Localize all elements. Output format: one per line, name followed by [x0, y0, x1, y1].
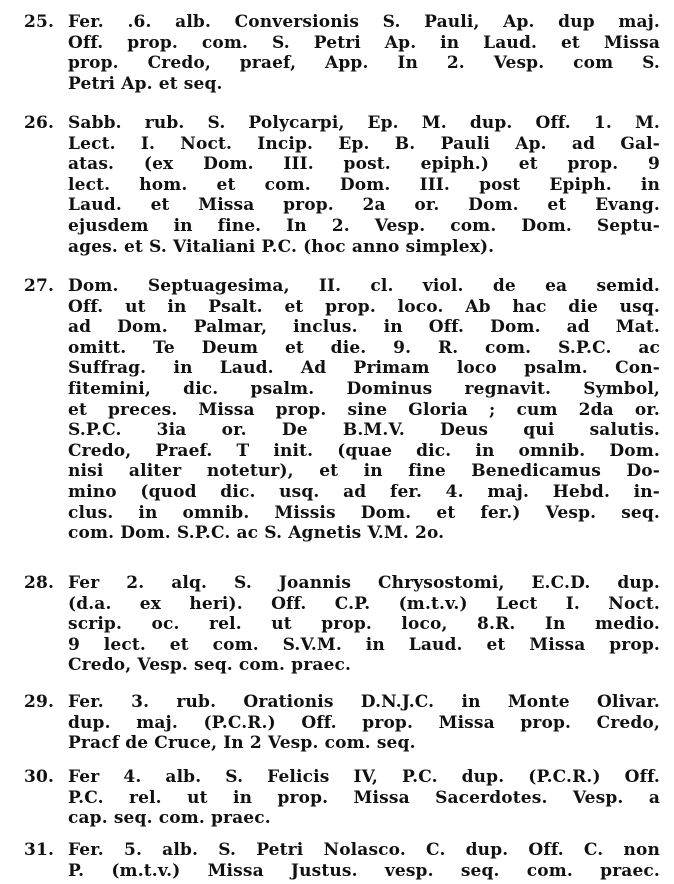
day-number: 28. [24, 573, 55, 593]
entry-line: com. Dom. S.P.C. ac S. Agnetis V.M. 2o. [68, 523, 445, 544]
entry-line: Dom. Septuagesima, II. cl. viol. de ea semid. [68, 276, 660, 296]
entry-line: mino (quod dic. usq. ad fer. 4. maj. Hebd. in- [68, 482, 660, 502]
entry-line: Fer. 3. rub. Orationis D.N.J.C. in Monte Olivar. [68, 692, 660, 712]
entry-line: ages. et S. Vitaliani P.C. (hoc anno simplex). [68, 236, 495, 257]
entry-line: P. (m.t.v.) Missa Justus. vesp. seq. com. praec. [68, 860, 660, 881]
entry-line: Off. prop. com. S. Petri Ap. in Laud. et Missa [68, 32, 660, 53]
entry-line: S.P.C. 3ia or. De B.M.V. Deus qui salutis. [68, 420, 660, 441]
day-number: 27. [24, 276, 55, 296]
entry-line: Sabb. rub. S. Polycarpi, Ep. M. dup. Off. 1. M. [68, 113, 660, 133]
entry-line: prop. Credo, praef, App. In 2. Vesp. com S. [68, 53, 660, 74]
entry-line: fitemini, dic. psalm. Dominus regnavit. Symbol, [68, 379, 660, 399]
entry-line: Off. ut in Psalt. et prop. loco. Ab hac die usq. [68, 296, 660, 317]
entry-line: Petri Ap. et seq. [68, 73, 223, 94]
entry-line: Credo, Vesp. seq. com. praec. [68, 655, 352, 676]
entry-line: cap. seq. com. praec. [68, 808, 271, 829]
entry-line: et preces. Missa prop. sine Gloria ; cum 2da or. [68, 399, 660, 420]
entry-line: Fer. 5. alb. S. Petri Nolasco. C. dup. Off. C. non [68, 840, 660, 860]
day-number: 30. [24, 767, 55, 787]
entry-line: Pracf de Cruce, In 2 Vesp. com. seq. [68, 733, 416, 754]
entry-line: dup. maj. (P.C.R.) Off. prop. Missa prop. Credo, [68, 712, 660, 733]
day-number: 31. [24, 840, 55, 860]
entry-line: omitt. Te Deum et die. 9. R. com. S.P.C. ac [68, 337, 660, 358]
entry-line: atas. (ex Dom. III. post. epiph.) et prop. 9 [68, 154, 660, 175]
entry-line: ejusdem in fine. In 2. Vesp. com. Dom. Septu- [68, 216, 660, 236]
entry-line: Lect. I. Noct. Incip. Ep. B. Pauli Ap. ad Gal- [68, 133, 660, 154]
entry-line: ad Dom. Palmar, inclus. in Off. Dom. ad Mat. [68, 317, 660, 338]
day-number: 25. [24, 12, 55, 32]
entry-line: clus. in omnib. Missis Dom. et fer.) Vesp. seq. [68, 502, 660, 523]
day-number: 26. [24, 113, 55, 133]
entry-line: Fer 4. alb. S. Felicis IV, P.C. dup. (P.C.R.) Off. [68, 767, 660, 787]
entry-line: nisi aliter notetur), et in fine Benedicamus Do- [68, 461, 660, 482]
entry-line: scrip. oc. rel. ut prop. loco, 8.R. In medio. [68, 614, 660, 635]
entry-line: Laud. et Missa prop. 2a or. Dom. et Evang. [68, 195, 660, 216]
entry-line: lect. hom. et com. Dom. III. post Epiph. in [68, 174, 660, 195]
entry-line: (d.a. ex heri). Off. C.P. (m.t.v.) Lect I. Noct. [68, 593, 660, 614]
entry-line: Suffrag. in Laud. Ad Primam loco psalm. Con- [68, 358, 660, 379]
day-number: 29. [24, 692, 55, 712]
entry-line: 9 lect. et com. S.V.M. in Laud. et Missa prop. [68, 634, 660, 655]
entry-line: Credo, Praef. T init. (quae dic. in omnib. Dom. [68, 440, 660, 461]
entry-line: Fer 2. alq. S. Joannis Chrysostomi, E.C.D. dup. [68, 573, 660, 593]
entry-line: P.C. rel. ut in prop. Missa Sacerdotes. Vesp. a [68, 787, 660, 808]
entry-line: Fer. .6. alb. Conversionis S. Pauli, Ap. dup maj. [68, 12, 660, 32]
